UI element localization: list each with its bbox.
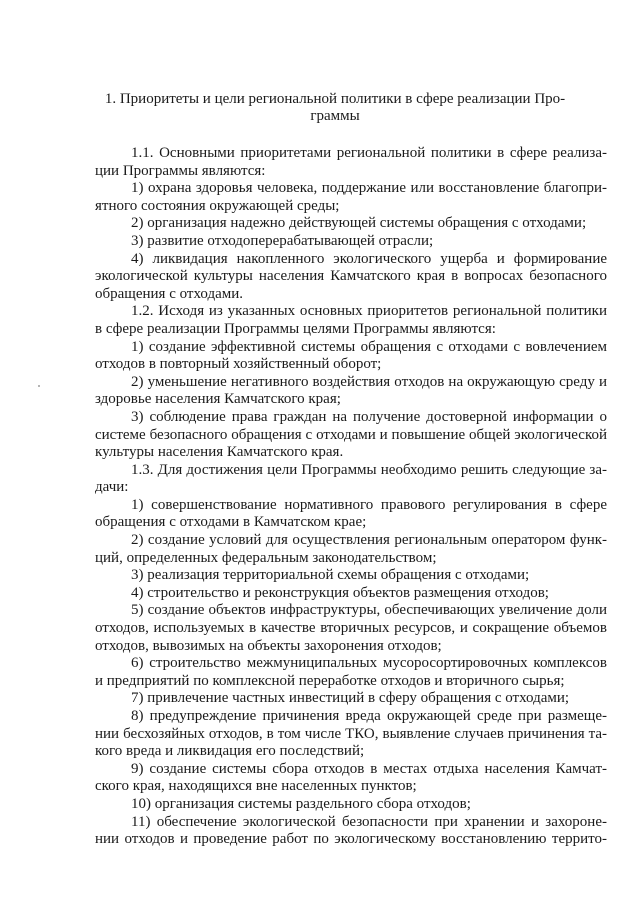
text-line: нии бесхозяйных отходов, в том числе ТКО, выявление случаев причинения та- — [95, 725, 607, 742]
text-line: обращения с отходами в Камчатском крае; — [95, 514, 367, 531]
text-line: системе безопасного обращения с отходами и повышение общей экологической — [95, 426, 607, 443]
text-line: отходов в повторный хозяйственный оборот; — [95, 356, 382, 373]
text-line: культуры населения Камчатского края. — [95, 444, 344, 461]
text-line: 10) организация системы раздельного сбора отходов; — [131, 795, 471, 812]
text-line: 2) организация надежно действующей системы обращения с отходами; — [131, 215, 587, 232]
text-line: 1.3. Для достижения цели Программы необходимо решить следующие за- — [131, 461, 607, 478]
scan-speck — [38, 385, 40, 387]
text-line: 11) обеспечение экологической безопасности при хранении и захороне- — [131, 813, 607, 830]
text-line: 7) привлечение частных инвестиций в сферу обращения с отходами; — [131, 690, 570, 707]
text-line: кого вреда и ликвидация его последствий; — [95, 743, 365, 760]
section-title-line-1: 1. Приоритеты и цели региональной политики в сфере реализации Про- — [104, 91, 566, 107]
section-title — [100, 91, 570, 125]
text-line: экологической культуры населения Камчатского края в вопросах безопасного — [95, 268, 607, 285]
text-line: 4) ликвидация накопленного экологического ущерба и формирование — [131, 250, 607, 267]
text-line: обращения с отходами. — [95, 285, 244, 302]
text-line: ятного состояния окружающей среды; — [95, 197, 340, 214]
text-line: 3) реализация территориальной схемы обращения с отходами; — [131, 567, 530, 584]
document-body — [95, 145, 607, 849]
text-line: 8) предупреждение причинения вреда окружающей среде при размеще- — [131, 708, 607, 724]
text-line: 5) создание объектов инфраструктуры, обеспечивающих увеличение доли — [131, 602, 607, 619]
text-line: отходов, используемых в качестве вторичных ресурсов, и сокращение объемов — [95, 620, 607, 637]
text-line: 1) создание эффективной системы обращения с отходами с вовлечением — [131, 338, 607, 355]
text-line: 6) строительство межмуниципальных мусоросортировочных комплексов — [131, 655, 607, 672]
text-line: 9) создание системы сбора отходов в местах отдыха населения Камчат- — [131, 760, 607, 777]
text-line: 1) охрана здоровья человека, поддержание или восстановление благопри- — [131, 180, 607, 197]
text-line: здоровье населения Камчатского края; — [95, 391, 341, 408]
text-line: 3) соблюдение права граждан на получение достоверной информации о — [131, 408, 607, 425]
text-line: 1) совершенствование нормативного правового регулирования в сфере — [131, 496, 607, 513]
text-line: ций, определенных федеральным законодательством; — [95, 549, 437, 566]
text-line: 4) строительство и реконструкция объектов размещения отходов; — [131, 584, 549, 601]
text-line: 3) развитие отходоперерабатывающей отрасли; — [131, 232, 434, 249]
text-line: 2) создание условий для осуществления региональным оператором функ- — [131, 532, 607, 549]
text-line: ского края, находящихся вне населенных пунктов; — [95, 778, 417, 795]
text-line: 1.1. Основными приоритетами региональной политики в сфере реализа- — [131, 145, 607, 161]
text-line: нии отходов и проведение работ по экологическому восстановлению террито- — [95, 831, 607, 848]
text-line: ции Программы являются: — [95, 162, 266, 179]
section-title-line-2: граммы — [310, 108, 360, 124]
text-line: и предприятий по комплексной переработке отходов и вторичного сырья; — [95, 672, 565, 689]
text-line: 1.2. Исходя из указанных основных приоритетов региональной политики — [131, 303, 607, 320]
text-line: отходов, вывозимых на объекты захоронения отходов; — [95, 637, 442, 654]
text-line: в сфере реализации Программы целями Программы являются: — [95, 320, 496, 337]
text-line: 2) уменьшение негативного воздействия отходов на окружающую среду и — [131, 373, 607, 390]
text-line: дачи: — [95, 479, 129, 496]
